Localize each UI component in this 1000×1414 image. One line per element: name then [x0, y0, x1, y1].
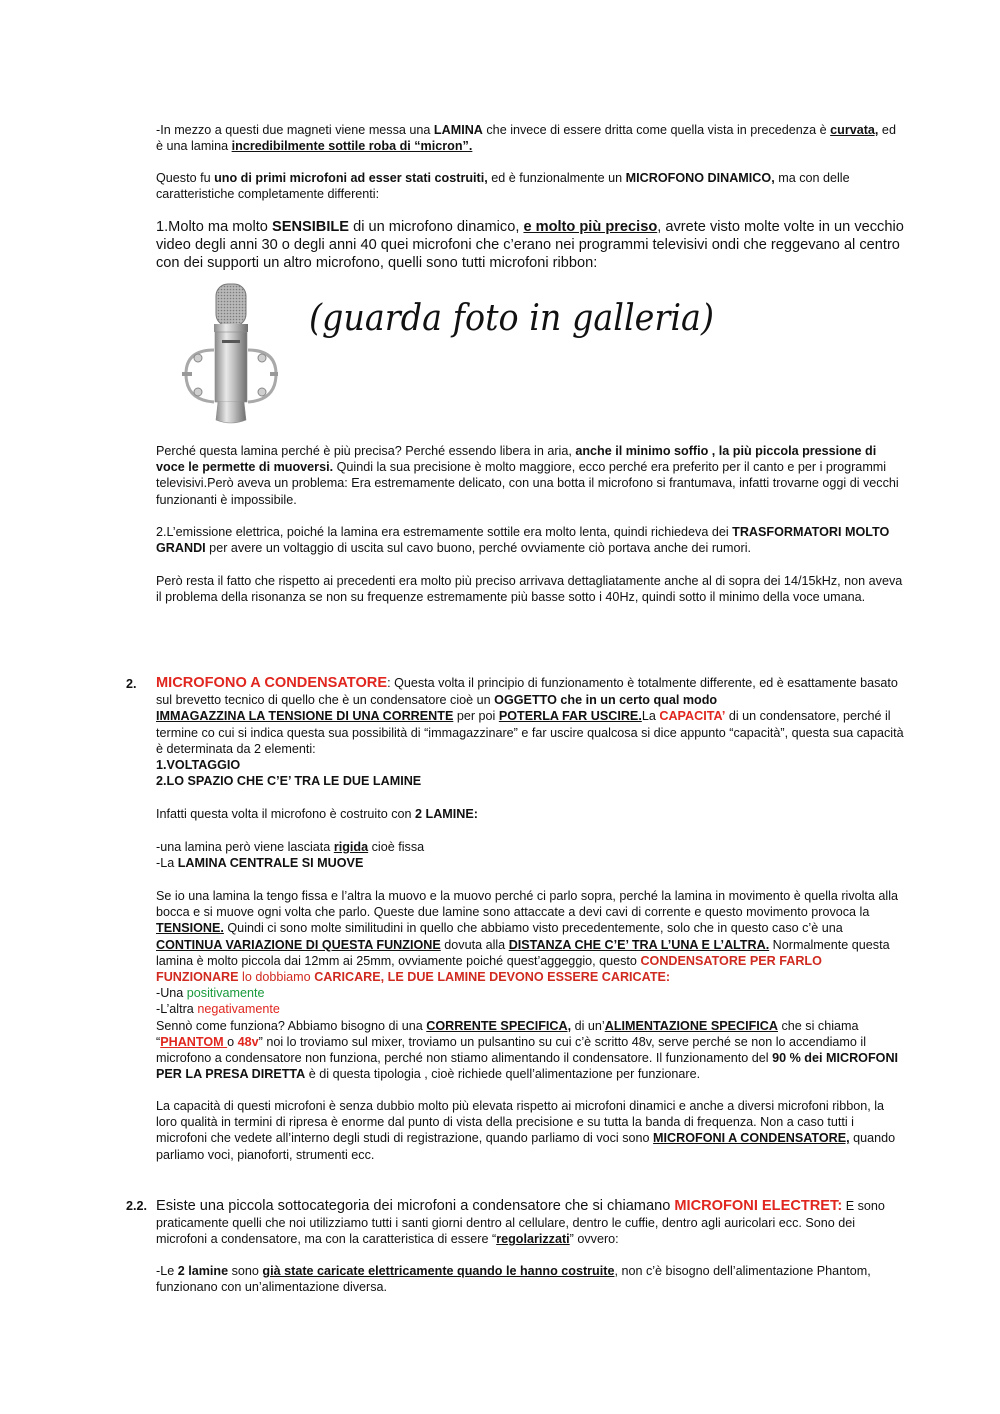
underlined-text: TENSIONE. — [156, 921, 224, 936]
bold-text: TRASFORMATORI MOLTO GRANDI — [156, 525, 890, 556]
underlined-text: IMMAGAZZINA LA TENSIONE DI UNA CORRENTE — [156, 709, 454, 724]
text: o — [227, 1034, 238, 1049]
text: di un’ — [571, 1018, 605, 1033]
bold-text: 90 % dei MICROFONI PER LA PRESA DIRETTA — [156, 1051, 899, 1082]
bold-text: LAMINA CENTRALE SI MUOVE — [177, 856, 364, 871]
paragraph-first-microphones — [156, 170, 906, 202]
text: Questo fu — [156, 171, 215, 185]
handwritten-note — [305, 290, 725, 352]
handwritten-text: (guarda foto in galleria) — [309, 298, 714, 339]
underlined-text: rigida — [333, 840, 369, 854]
bold-text: LAMINA — [433, 123, 483, 137]
text: -una lamina però viene lasciata — [156, 840, 334, 854]
list-item: 1.VOLTAGGIO — [156, 758, 241, 773]
paragraph-lamine-list — [156, 839, 906, 871]
text: lo dobbiamo — [238, 970, 315, 985]
bold-text: 2 lamine — [177, 1264, 229, 1278]
bold-text: OGGETTO che in un certo qual modo — [494, 693, 718, 708]
bold-text: 48v — [237, 1034, 259, 1049]
text: Perché questa lamina perché è più precisa? Perché essendo libera in aria, — [156, 444, 576, 458]
bold-text: CONDENSATORE PER FARLO FUNZIONARE — [156, 953, 822, 985]
text: ma con delle caratteristiche completamente differenti: — [156, 171, 850, 202]
underlined-text: CONTINUA VARIAZIONE DI QUESTA FUNZIONE — [156, 937, 441, 952]
paragraph-precision — [156, 443, 906, 508]
text: di un condensatore, perché il termine co cui si indica questa sua possibilità di “immagazzinare” e far uscire qualcosa si dice appunto “capacità”, questa sua capacità è determinata da 2 elementi: — [156, 709, 904, 756]
text: -In mezzo a questi due magneti viene messa una — [156, 123, 434, 137]
underlined-text: già state caricate elettricamente quando le hanno costruite — [262, 1264, 615, 1278]
text: Quindi ci sono molte similitudini in quello che abbiamo visto precedentemente, solo che in questo caso c’è una — [223, 921, 843, 936]
bold-text: uno di primi microfoni ad esser stati costruiti, — [214, 171, 488, 185]
paragraph-emission — [156, 524, 906, 556]
text: sono — [228, 1264, 263, 1278]
text: Infatti questa volta il microfono è costruito con — [156, 807, 416, 821]
text: Se io una lamina la tengo fissa e l’altra la muovo e la muovo perché ci parlo sopra, perché la lamina in movimento è quella rivolta alla bocca e si muove ogni volta che parlo. Queste due lamine sono attaccate a devi cavi di corrente e questo movimento provoca la — [156, 889, 899, 920]
text: -Una — [156, 986, 187, 1001]
bold-text: MICROFONO DINAMICO, — [625, 171, 775, 185]
text: è di questa tipologia , cioè richiede quell’alimentazione per funzionare. — [305, 1067, 701, 1082]
text: La — [641, 709, 660, 724]
paragraph-two-lamine — [156, 806, 906, 822]
text: per poi — [453, 709, 499, 724]
underlined-text: ALIMENTAZIONE SPECIFICA — [604, 1018, 778, 1033]
paragraph-frequency: Però resta il fatto che rispetto ai precedenti era molto più preciso arrivava dettagliatamente anche al di sopra dei 14/15kHz, non aveva il problema della risonanza se non su frequenze estremamente più basse sotto i 40Hz, quindi sotto il minimo della voce umana. — [156, 574, 903, 605]
text: per avere un voltaggio di uscita sul cavo buono, perché ovviamente ciò portava anche dei rumori. — [205, 541, 752, 556]
text: che invece di essere dritta come quella vista in precedenza è — [482, 123, 831, 137]
ribbon-microphone-image — [178, 282, 280, 427]
paragraph-tensione — [156, 888, 906, 1082]
text: 1.Molto ma molto — [156, 219, 272, 235]
paragraph-electret-lamine — [156, 1263, 906, 1295]
section-title: MICROFONI ELECTRET: — [674, 1198, 843, 1214]
underlined-text: curvata, — [830, 123, 879, 137]
underlined-text: POTERLA FAR USCIRE. — [498, 709, 642, 724]
underlined-text: CORRENTE SPECIFICA, — [426, 1018, 572, 1033]
paragraph-lamina — [156, 122, 906, 154]
section-number: 2. — [126, 677, 137, 691]
text: dovuta alla — [440, 937, 509, 952]
section-title: MICROFONO A CONDENSATORE — [156, 675, 388, 691]
text: negativamente — [197, 1002, 280, 1017]
text: ” noi lo troviamo sul mixer, troviamo un pulsantino su cui c’è scritto 48v, serve perché se non lo accendiamo il microfono a condensatore non funziona, perché non stiamo alimentando il condensatore. Il funzionamento del — [156, 1034, 867, 1066]
bold-text: 2 LAMINE: — [415, 807, 478, 821]
text: ed è una lamina — [156, 123, 896, 154]
text: : Questa volta il principio di funzionamento è totalmente differente, ed è esattamente basato sul brevetto tecnico di quello che è un condensatore cioè un — [156, 676, 898, 708]
bold-text: CARICARE, LE DUE LAMINE DEVONO ESSERE CARICATE: — [314, 970, 671, 985]
underlined-text: PHANTOM — [160, 1034, 228, 1049]
text: Normalmente questa lamina è molto piccola dai 12mm ai 25mm, ovviamente poiché quest’aggeggio, questo — [156, 937, 890, 968]
paragraph-sensitive — [156, 218, 906, 273]
underlined-text: MICROFONI A CONDENSATORE, — [653, 1131, 850, 1146]
paragraph-capacity — [156, 1098, 906, 1163]
bold-text: CAPACITA’ — [659, 709, 726, 724]
text: ed è funzionalmente un — [487, 171, 626, 185]
text: -La — [156, 856, 178, 871]
text: che si chiama “ — [156, 1018, 859, 1049]
text: La capacità di questi microfoni è senza dubbio molto più elevata rispetto ai microfoni dinamici e anche a diversi microfoni ribbon, la loro qualità in termini di ripresa è enorme dal punto di vista della precisione e su tutta la banda di frequenza. Non a caso tutti i microfoni che vedete all’interno degli studi di registrazione, quando parliamo di voci sono — [156, 1099, 885, 1146]
text: , non c’è bisogno dell’alimentazione Phantom, funzionano con un’alimentazione diversa. — [156, 1264, 871, 1295]
text: ” ovvero: — [569, 1232, 619, 1247]
section-condensatore — [156, 674, 906, 789]
list-item: 2.LO SPAZIO CHE C’E’ TRA LE DUE LAMINE — [156, 774, 422, 789]
bold-text: anche il minimo soffio , la più piccola pressione di voce le permette di muoversi. — [156, 444, 877, 475]
section-number: 2.2. — [126, 1199, 148, 1213]
text: di un microfono dinamico, — [349, 219, 524, 235]
bold-text: SENSIBILE — [271, 219, 350, 235]
underlined-text: incredibilmente sottile roba di “micron”. — [231, 139, 473, 154]
text: E sono praticamente quelli che noi utilizziamo tutti i santi giorni dentro al cellulare, dentro le cuffie, dentro agli auricolari ecc. Sono dei microfoni a condensatore, ma con la caratteristica di essere “ — [156, 1199, 885, 1247]
text: cioè fissa — [368, 840, 425, 854]
underlined-text: DISTANZA CHE C’E’ TRA L’UNA E L’ALTRA. — [508, 937, 770, 952]
text: , avrete visto molte volte in un vecchio video degli anni 30 o degli anni 40 quei microfoni che c’erano nei programmi televisivi ondi che reggevano al centro con dei supporti un altro microfono, quelli sono tutti microfoni ribbon: — [156, 219, 904, 272]
text: positivamente — [186, 986, 265, 1001]
text: -Le — [156, 1264, 178, 1278]
underlined-text: e molto più preciso — [523, 219, 658, 235]
text: Quindi la sua precisione è molto maggiore, ecco perché era preferito per il canto e per i programmi televisivi.Però aveva un problema: Era estremamente delicato, con una botta il microfono si frantumava, infatti trovarne oggi di vecchi funzionanti è impossibile. — [156, 460, 899, 507]
text: Esiste una piccola sottocategoria dei microfoni a condensatore che si chiamano — [156, 1198, 675, 1214]
text: quando parliamo voci, pianoforti, strumenti ecc. — [156, 1131, 896, 1162]
section-electret — [156, 1197, 906, 1248]
text: Sennò come funziona? Abbiamo bisogno di una — [156, 1018, 427, 1033]
text: 2.L’emissione elettrica, poiché la lamina era estremamente sottile era molto lenta, quindi richiedeva dei — [156, 525, 733, 539]
underlined-text: regolarizzati — [496, 1232, 570, 1247]
text: -L’altra — [156, 1002, 198, 1017]
